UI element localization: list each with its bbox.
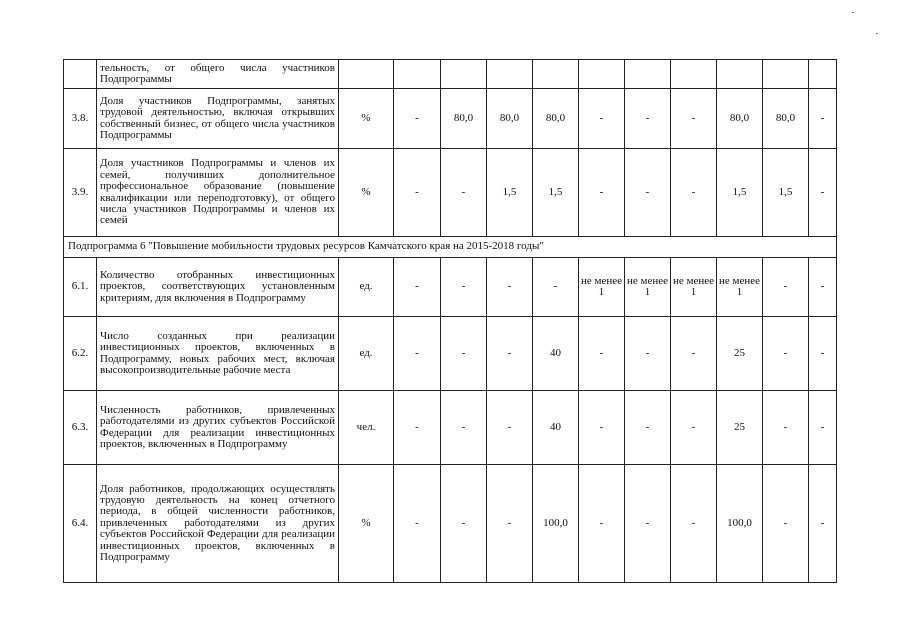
- value-cell: 80,0: [717, 89, 763, 149]
- indicator-name: Доля работников, продолжающих осуществлять трудовую деятельность на конец отчетного периода, в общей численности работников, привлеченных работодателями из других субъектов Российской Федерации для реализации инвестиционных проектов, включенных в Подпрограмму: [97, 465, 339, 583]
- value-cell: -: [671, 465, 717, 583]
- value-cell: -: [625, 391, 671, 465]
- table-row: [64, 465, 837, 583]
- table-row: [64, 258, 837, 317]
- value-cell: [579, 60, 625, 89]
- indicator-name: Количество отобранных инвестиционных проектов, соответствующих установленным критериям, для включения в Подпрограмму: [97, 258, 339, 317]
- scan-speck: [852, 12, 854, 13]
- value-cell: -: [671, 89, 717, 149]
- value-cell: -: [533, 258, 579, 317]
- value-cell: -: [441, 258, 487, 317]
- table-row: [64, 317, 837, 391]
- value-cell: 1,5: [533, 149, 579, 237]
- value-cell: не менее 1: [579, 258, 625, 317]
- value-cell: не менее 1: [625, 258, 671, 317]
- value-cell: -: [394, 317, 441, 391]
- value-cell: -: [441, 317, 487, 391]
- value-cell: -: [625, 317, 671, 391]
- value-cell: -: [487, 317, 533, 391]
- value-cell: -: [625, 465, 671, 583]
- value-cell: 1,5: [487, 149, 533, 237]
- value-cell: [533, 60, 579, 89]
- value-cell: -: [579, 149, 625, 237]
- value-cell: -: [809, 149, 837, 237]
- unit-cell: чел.: [339, 391, 394, 465]
- row-number: 6.4.: [64, 465, 97, 583]
- indicator-name: тельность, от общего числа участников Подпрограммы: [97, 60, 339, 89]
- table-row: [64, 391, 837, 465]
- value-cell: -: [394, 258, 441, 317]
- value-cell: [394, 60, 441, 89]
- unit-cell: ед.: [339, 317, 394, 391]
- indicators-table: [63, 59, 837, 583]
- value-cell: -: [625, 149, 671, 237]
- unit-cell: %: [339, 465, 394, 583]
- value-cell: 100,0: [717, 465, 763, 583]
- unit-cell: %: [339, 89, 394, 149]
- value-cell: -: [394, 465, 441, 583]
- value-cell: -: [441, 391, 487, 465]
- value-cell: -: [441, 465, 487, 583]
- value-cell: 80,0: [441, 89, 487, 149]
- value-cell: 80,0: [533, 89, 579, 149]
- value-cell: [625, 60, 671, 89]
- value-cell: 1,5: [717, 149, 763, 237]
- value-cell: -: [671, 391, 717, 465]
- value-cell: -: [441, 149, 487, 237]
- row-number: 6.2.: [64, 317, 97, 391]
- row-number: 6.3.: [64, 391, 97, 465]
- table-row: [64, 89, 837, 149]
- row-number: 3.8.: [64, 89, 97, 149]
- value-cell: 25: [717, 317, 763, 391]
- value-cell: -: [671, 149, 717, 237]
- value-cell: -: [487, 465, 533, 583]
- value-cell: -: [809, 391, 837, 465]
- value-cell: -: [394, 149, 441, 237]
- value-cell: 80,0: [487, 89, 533, 149]
- value-cell: -: [625, 89, 671, 149]
- value-cell: не менее 1: [671, 258, 717, 317]
- row-number: [64, 60, 97, 89]
- table-body: [64, 60, 837, 583]
- scan-speck: [876, 33, 878, 34]
- unit-cell: ед.: [339, 258, 394, 317]
- value-cell: -: [763, 465, 809, 583]
- value-cell: -: [487, 258, 533, 317]
- table-row: [64, 149, 837, 237]
- value-cell: 1,5: [763, 149, 809, 237]
- value-cell: -: [579, 317, 625, 391]
- value-cell: [487, 60, 533, 89]
- row-number: 6.1.: [64, 258, 97, 317]
- value-cell: 40: [533, 317, 579, 391]
- value-cell: -: [809, 317, 837, 391]
- indicator-name: Доля участников Подпрограммы и членов их семей, получивших дополнительное профессиональное образование (повышение квалификации или переподготовку), от общего числа участников Подпрограммы и членов их семей: [97, 149, 339, 237]
- indicator-name: Численность работников, привлеченных работодателями из других субъектов Российской Федерации для реализации инвестиционных проектов, включенных в Подпрограмму: [97, 391, 339, 465]
- unit-cell: %: [339, 149, 394, 237]
- section-title: Подпрограмма 6 "Повышение мобильности трудовых ресурсов Камчатского края на 2015-2018 годы": [64, 237, 837, 258]
- value-cell: -: [579, 465, 625, 583]
- value-cell: 100,0: [533, 465, 579, 583]
- section-header-row: [64, 237, 837, 258]
- value-cell: [763, 60, 809, 89]
- value-cell: 40: [533, 391, 579, 465]
- value-cell: -: [763, 258, 809, 317]
- unit-cell: [339, 60, 394, 89]
- value-cell: -: [809, 89, 837, 149]
- value-cell: [441, 60, 487, 89]
- table-row: [64, 60, 837, 89]
- value-cell: -: [487, 391, 533, 465]
- indicator-name: Доля участников Подпрограммы, занятых трудовой деятельностью, включая открывших собственный бизнес, от общего числа участников Подпрограммы: [97, 89, 339, 149]
- value-cell: -: [394, 391, 441, 465]
- value-cell: -: [579, 391, 625, 465]
- value-cell: -: [809, 465, 837, 583]
- value-cell: -: [763, 317, 809, 391]
- indicator-name: Число созданных при реализации инвестиционных проектов, включенных в Подпрограмму, новых рабочих мест, включая высокопроизводительные рабочие места: [97, 317, 339, 391]
- value-cell: [809, 60, 837, 89]
- value-cell: 25: [717, 391, 763, 465]
- value-cell: -: [809, 258, 837, 317]
- value-cell: [717, 60, 763, 89]
- value-cell: не менее 1: [717, 258, 763, 317]
- row-number: 3.9.: [64, 149, 97, 237]
- value-cell: 80,0: [763, 89, 809, 149]
- value-cell: [671, 60, 717, 89]
- value-cell: -: [671, 317, 717, 391]
- value-cell: -: [579, 89, 625, 149]
- value-cell: -: [394, 89, 441, 149]
- value-cell: -: [763, 391, 809, 465]
